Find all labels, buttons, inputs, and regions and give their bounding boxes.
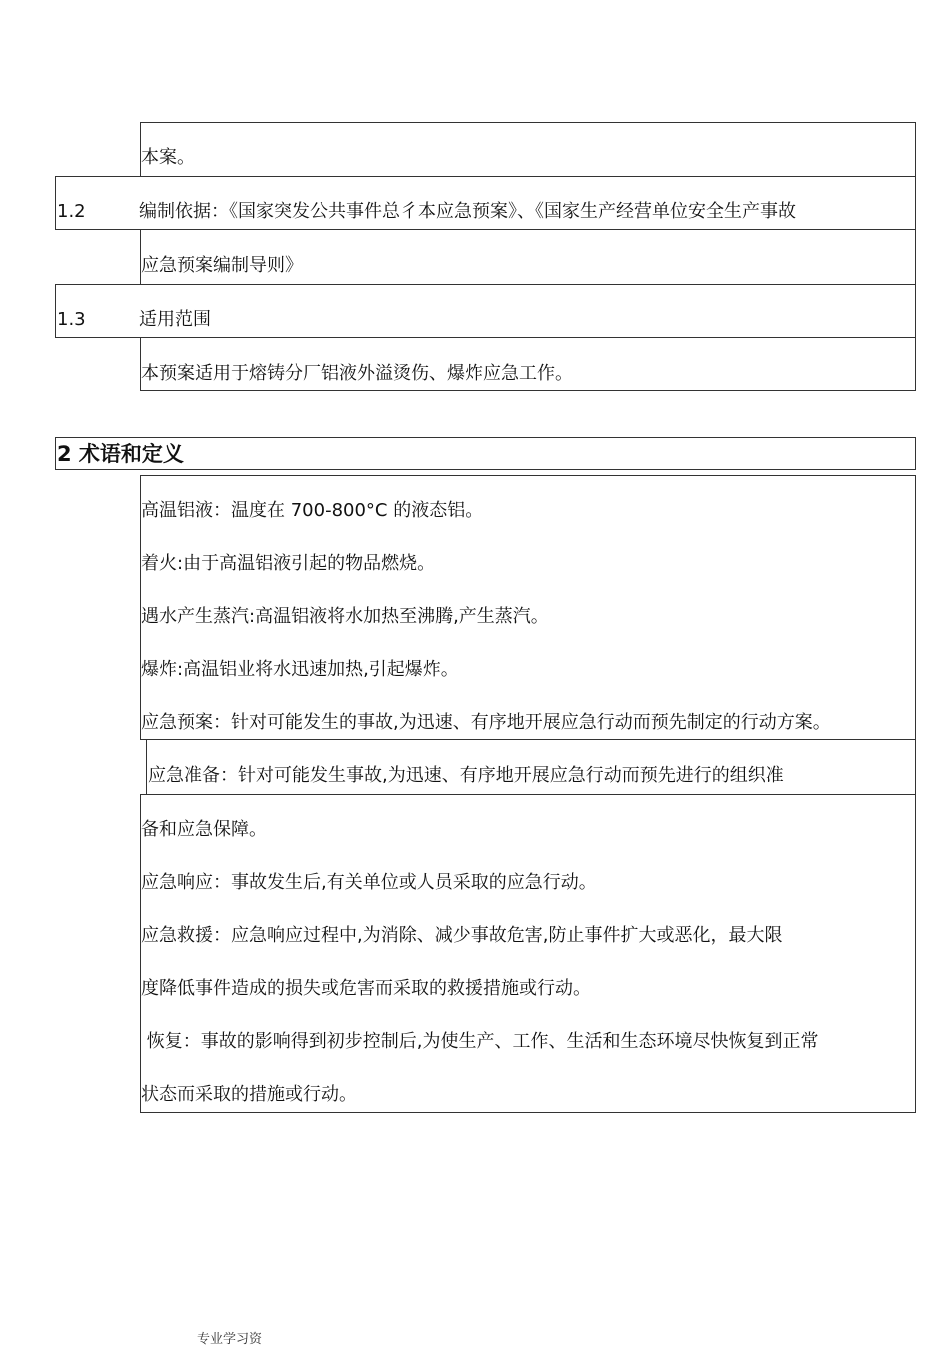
item-1-2-line-1: 编制依据：《国家突发公共事件总彳本应急预案》、《国家生产经营单位安全生产事故 — [139, 201, 796, 222]
definition-line: 遇水产生蒸汽:高温铝液将水加热至沸腾,产生蒸汽。 — [141, 606, 549, 627]
row-box-benan — [140, 122, 916, 177]
section2-heading: 2 术语和定义 — [57, 442, 184, 466]
definition-line: 着火:由于高温铝液引起的物品燃烧。 — [141, 553, 436, 574]
definition-line: 恢复：事故的影响得到初步控制后,为使生产、工作、生活和生态环境尽快恢复到正常 — [141, 1031, 819, 1052]
definition-line: 应急预案：针对可能发生的事故,为迅速、有序地开展应急行动而预先制定的行动方案。 — [141, 712, 831, 733]
item-1-2-line-2: 应急预案编制导则》 — [141, 255, 303, 276]
item-number-1-3: 1.3 — [57, 309, 86, 330]
definition-line: 应急准备：针对可能发生事故,为迅速、有序地开展应急行动而预先进行的组织准 — [148, 765, 784, 786]
definition-line: 应急响应：事故发生后,有关单位或人员采取的应急行动。 — [141, 872, 597, 893]
section1-row-end-text: 本案。 — [141, 147, 195, 168]
item-1-3-title: 适用范围 — [139, 309, 211, 330]
definition-line: 高温铝液：温度在 700-800°C 的液态铝。 — [141, 500, 484, 521]
definition-line: 爆炸:高温铝业将水迅速加热,引起爆炸。 — [141, 659, 459, 680]
definition-line: 备和应急保障。 — [141, 819, 267, 840]
section2-heading-box — [55, 437, 916, 470]
item-number-1-2: 1.2 — [57, 201, 86, 222]
definition-line: 状态而采取的措施或行动。 — [141, 1084, 357, 1105]
item-1-3-text: 本预案适用于熔铸分厂铝液外溢烫伤、爆炸应急工作。 — [141, 363, 573, 384]
definition-line: 度降低事件造成的损失或危害而采取的救援措施或行动。 — [141, 978, 591, 999]
definition-line: 应急救援：应急响应过程中,为消除、减少事故危害,防止事件扩大或恶化，最大限 — [141, 925, 783, 946]
page-footer: 专业学习资 — [197, 1332, 263, 1347]
